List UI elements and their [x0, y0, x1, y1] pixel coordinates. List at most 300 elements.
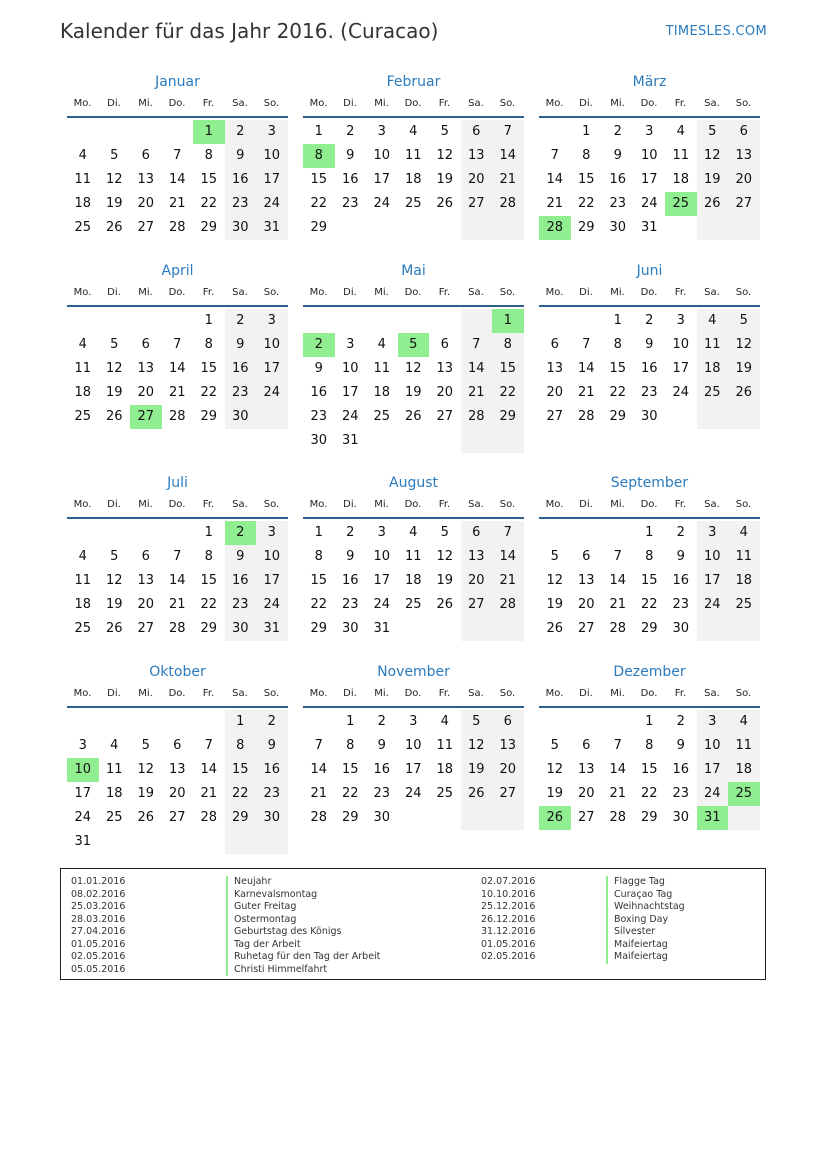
day-cell: 14 — [310, 762, 328, 777]
day-cell: 15 — [200, 172, 218, 187]
day-cell: 14 — [609, 573, 627, 588]
weekday-header: Fr. — [202, 688, 215, 699]
day-cell: 7 — [582, 337, 591, 352]
day-cell: 6 — [461, 521, 493, 545]
brand-logo-text[interactable]: TIMESLES.COM — [665, 24, 767, 39]
day-cell: 2 — [645, 313, 654, 328]
day-cell: 13 — [728, 144, 760, 168]
day-cell: 24 — [74, 810, 92, 825]
day-cell: 2 — [225, 309, 257, 333]
holiday-day-cell: 25 — [665, 192, 697, 216]
weekday-header: So. — [499, 287, 516, 298]
day-cell: 21 — [200, 786, 218, 801]
day-cell: 29 — [577, 220, 595, 235]
weekday-header: Sa. — [468, 98, 484, 109]
day-cell: 19 — [436, 172, 454, 187]
day-cell: 25 — [74, 220, 92, 235]
day-cell: 3 — [409, 714, 418, 729]
day-cell: 4 — [110, 738, 119, 753]
weekend-cell — [461, 216, 493, 240]
day-cell: 30 — [225, 617, 257, 641]
weekday-header: Di. — [579, 287, 593, 298]
day-cell: 12 — [105, 172, 123, 187]
weekday-header: Mo. — [309, 499, 328, 510]
day-cell: 31 — [74, 834, 92, 849]
day-cell: 9 — [314, 361, 323, 376]
day-cell: 27 — [492, 782, 524, 806]
legend-date: 02.05.2016 — [481, 951, 536, 962]
month-name: September — [610, 475, 689, 491]
day-cell: 28 — [168, 409, 186, 424]
weekend-cell — [461, 806, 493, 830]
day-cell: 13 — [546, 361, 564, 376]
day-cell: 19 — [105, 385, 123, 400]
weekend-cell — [697, 405, 729, 429]
day-cell: 18 — [697, 357, 729, 381]
legend-date: 02.07.2016 — [481, 876, 536, 887]
day-cell: 3 — [256, 309, 288, 333]
month-underline — [67, 116, 288, 118]
day-cell: 21 — [492, 569, 524, 593]
weekday-header: Fr. — [438, 499, 451, 510]
month-underline — [539, 706, 760, 708]
holiday-day-cell: 2 — [303, 333, 335, 357]
legend-date: 01.01.2016 — [71, 876, 126, 887]
legend-holiday-name: Curaçao Tag — [606, 889, 685, 902]
weekday-header: So. — [263, 688, 280, 699]
day-cell: 12 — [546, 762, 564, 777]
day-cell: 14 — [200, 762, 218, 777]
day-cell: 9 — [346, 148, 355, 163]
weekday-header: So. — [735, 688, 752, 699]
weekday-header: Fr. — [674, 287, 687, 298]
day-cell: 19 — [461, 758, 493, 782]
day-cell: 13 — [137, 172, 155, 187]
legend-right-dates — [481, 876, 535, 964]
day-cell: 28 — [492, 593, 524, 617]
day-cell: 5 — [440, 525, 449, 540]
day-cell: 25 — [373, 409, 391, 424]
day-cell: 25 — [697, 381, 729, 405]
day-cell: 26 — [546, 621, 564, 636]
day-cell: 13 — [577, 573, 595, 588]
day-cell: 29 — [640, 621, 658, 636]
legend-left-names — [226, 876, 380, 976]
legend-holiday-name: Flagge Tag — [606, 876, 685, 889]
day-cell: 11 — [105, 762, 123, 777]
weekday-header: Fr. — [202, 98, 215, 109]
day-cell: 5 — [110, 148, 119, 163]
day-cell: 22 — [225, 782, 257, 806]
day-cell: 29 — [640, 810, 658, 825]
day-cell: 26 — [436, 597, 454, 612]
day-cell: 16 — [225, 357, 257, 381]
day-cell: 20 — [728, 168, 760, 192]
weekday-header: Do. — [404, 287, 422, 298]
weekday-header: Mo. — [73, 287, 92, 298]
day-cell: 24 — [640, 196, 658, 211]
day-cell: 21 — [609, 597, 627, 612]
day-cell: 16 — [609, 172, 627, 187]
weekday-header: So. — [499, 98, 516, 109]
day-cell: 9 — [676, 549, 685, 564]
day-cell: 30 — [225, 405, 257, 429]
day-cell: 1 — [613, 313, 622, 328]
day-cell: 30 — [256, 806, 288, 830]
day-cell: 20 — [546, 385, 564, 400]
day-cell: 17 — [640, 172, 658, 187]
weekend-cell — [728, 617, 760, 641]
weekday-header: Di. — [107, 499, 121, 510]
day-cell: 7 — [314, 738, 323, 753]
day-cell: 14 — [461, 357, 493, 381]
day-cell: 10 — [672, 337, 690, 352]
weekday-header: Sa. — [232, 688, 248, 699]
weekday-header: Fr. — [202, 499, 215, 510]
day-cell: 4 — [440, 714, 449, 729]
day-cell: 10 — [256, 545, 288, 569]
weekday-header: So. — [735, 98, 752, 109]
weekday-header: Mi. — [610, 287, 625, 298]
day-cell: 27 — [577, 810, 595, 825]
day-cell: 12 — [461, 734, 493, 758]
weekday-header: Mi. — [610, 98, 625, 109]
day-cell: 21 — [310, 786, 328, 801]
day-cell: 5 — [697, 120, 729, 144]
day-cell: 3 — [676, 313, 685, 328]
day-cell: 18 — [404, 573, 422, 588]
weekend-cell — [461, 617, 493, 641]
day-cell: 14 — [546, 172, 564, 187]
legend-date: 26.12.2016 — [481, 913, 536, 925]
weekday-header: Mi. — [374, 499, 389, 510]
day-cell: 22 — [200, 385, 218, 400]
day-cell: 29 — [310, 220, 328, 235]
day-cell: 27 — [461, 593, 493, 617]
day-cell: 11 — [373, 361, 391, 376]
day-cell: 11 — [74, 361, 92, 376]
month-name: Mai — [401, 263, 426, 279]
day-cell: 15 — [577, 172, 595, 187]
day-cell: 12 — [436, 148, 454, 163]
weekday-header: Do. — [404, 688, 422, 699]
day-cell: 18 — [728, 569, 760, 593]
month-underline — [303, 706, 524, 708]
day-cell: 24 — [256, 192, 288, 216]
legend-holiday-name: Karnevalsmontag — [226, 889, 380, 902]
day-cell: 22 — [310, 597, 328, 612]
holiday-day-cell: 28 — [539, 216, 571, 240]
day-cell: 13 — [137, 361, 155, 376]
day-cell: 11 — [404, 148, 422, 163]
holiday-day-cell: 26 — [539, 806, 571, 830]
day-cell: 11 — [436, 738, 454, 753]
month-underline — [539, 517, 760, 519]
day-cell: 20 — [461, 168, 493, 192]
day-cell: 18 — [74, 385, 92, 400]
day-cell: 27 — [546, 409, 564, 424]
weekday-header: Mi. — [610, 499, 625, 510]
day-cell: 31 — [256, 216, 288, 240]
day-cell: 29 — [200, 220, 218, 235]
day-cell: 28 — [492, 192, 524, 216]
day-cell: 19 — [436, 573, 454, 588]
weekend-cell — [492, 429, 524, 453]
day-cell: 5 — [110, 337, 119, 352]
day-cell: 9 — [377, 738, 386, 753]
weekday-header: Di. — [343, 287, 357, 298]
day-cell: 19 — [697, 168, 729, 192]
legend-right-names — [606, 876, 685, 964]
day-cell: 16 — [225, 569, 257, 593]
day-cell: 12 — [436, 549, 454, 564]
day-cell: 10 — [373, 148, 391, 163]
day-cell: 5 — [550, 738, 559, 753]
day-cell: 29 — [492, 405, 524, 429]
day-cell: 30 — [225, 216, 257, 240]
day-cell: 13 — [168, 762, 186, 777]
day-cell: 23 — [225, 192, 257, 216]
weekend-cell — [256, 405, 288, 429]
month-name: Dezember — [613, 664, 686, 680]
weekday-header: So. — [499, 688, 516, 699]
day-cell: 6 — [461, 120, 493, 144]
legend-date: 05.05.2016 — [71, 963, 126, 975]
day-cell: 23 — [609, 196, 627, 211]
day-cell: 17 — [373, 172, 391, 187]
day-cell: 3 — [645, 124, 654, 139]
day-cell: 16 — [341, 172, 359, 187]
day-cell: 22 — [200, 597, 218, 612]
weekend-cell — [492, 216, 524, 240]
day-cell: 10 — [697, 545, 729, 569]
day-cell: 6 — [582, 549, 591, 564]
weekday-header: Mo. — [73, 98, 92, 109]
day-cell: 14 — [492, 144, 524, 168]
day-cell: 27 — [436, 409, 454, 424]
day-cell: 17 — [256, 168, 288, 192]
day-cell: 7 — [173, 549, 182, 564]
legend-left-dates — [71, 876, 125, 976]
day-cell: 16 — [373, 762, 391, 777]
day-cell: 17 — [373, 573, 391, 588]
weekday-header: Do. — [168, 688, 186, 699]
weekday-header: Di. — [343, 688, 357, 699]
day-cell: 9 — [613, 148, 622, 163]
weekday-header: Mi. — [374, 287, 389, 298]
day-cell: 26 — [461, 782, 493, 806]
month-underline — [303, 305, 524, 307]
weekday-header: Di. — [107, 287, 121, 298]
month-underline — [67, 706, 288, 708]
day-cell: 8 — [613, 337, 622, 352]
day-cell: 6 — [728, 120, 760, 144]
day-cell: 4 — [377, 337, 386, 352]
day-cell: 24 — [373, 196, 391, 211]
month-name: Oktober — [149, 664, 206, 680]
day-cell: 5 — [728, 309, 760, 333]
month-name: Juni — [636, 263, 663, 279]
day-cell: 16 — [341, 573, 359, 588]
weekday-header: Mo. — [309, 287, 328, 298]
weekday-header: Sa. — [232, 98, 248, 109]
weekday-header: Do. — [168, 287, 186, 298]
day-cell: 27 — [137, 621, 155, 636]
weekday-header: Di. — [579, 688, 593, 699]
legend-holiday-name: Neujahr — [226, 876, 380, 889]
weekday-header: Sa. — [468, 688, 484, 699]
day-cell: 17 — [74, 786, 92, 801]
day-cell: 8 — [492, 333, 524, 357]
month-underline — [67, 517, 288, 519]
weekday-header: Mi. — [138, 499, 153, 510]
day-cell: 28 — [461, 405, 493, 429]
weekday-header: Do. — [640, 98, 658, 109]
day-cell: 22 — [640, 597, 658, 612]
day-cell: 7 — [613, 738, 622, 753]
day-cell: 16 — [672, 762, 690, 777]
month-name: Februar — [386, 74, 441, 90]
day-cell: 17 — [404, 762, 422, 777]
day-cell: 12 — [404, 361, 422, 376]
day-cell: 23 — [373, 786, 391, 801]
day-cell: 13 — [577, 762, 595, 777]
day-cell: 2 — [346, 124, 355, 139]
weekday-header: So. — [735, 499, 752, 510]
day-cell: 1 — [582, 124, 591, 139]
day-cell: 5 — [461, 710, 493, 734]
day-cell: 27 — [168, 810, 186, 825]
day-cell: 2 — [676, 714, 685, 729]
day-cell: 6 — [173, 738, 182, 753]
weekday-header: Sa. — [704, 499, 720, 510]
weekday-header: Mo. — [73, 499, 92, 510]
weekday-header: Sa. — [232, 287, 248, 298]
month-name: Januar — [155, 74, 200, 90]
weekday-header: Mo. — [309, 688, 328, 699]
day-cell: 31 — [341, 433, 359, 448]
legend-date: 10.10.2016 — [481, 888, 536, 900]
legend-date: 01.05.2016 — [481, 938, 536, 950]
day-cell: 12 — [546, 573, 564, 588]
day-cell: 14 — [492, 545, 524, 569]
day-cell: 18 — [74, 597, 92, 612]
day-cell: 24 — [341, 409, 359, 424]
day-cell: 16 — [256, 758, 288, 782]
day-cell: 16 — [672, 573, 690, 588]
day-cell: 26 — [404, 409, 422, 424]
weekday-header: Di. — [107, 688, 121, 699]
day-cell: 18 — [404, 172, 422, 187]
day-cell: 2 — [256, 710, 288, 734]
day-cell: 22 — [341, 786, 359, 801]
day-cell: 8 — [645, 549, 654, 564]
day-cell: 15 — [640, 573, 658, 588]
day-cell: 29 — [310, 621, 328, 636]
day-cell: 6 — [492, 710, 524, 734]
weekday-header: Sa. — [468, 499, 484, 510]
legend-holiday-name: Christi Himmelfahrt — [226, 964, 380, 977]
holiday-day-cell: 27 — [130, 405, 162, 429]
day-cell: 16 — [225, 168, 257, 192]
day-cell: 2 — [676, 525, 685, 540]
weekday-header: Mi. — [138, 287, 153, 298]
day-cell: 18 — [373, 385, 391, 400]
weekday-header: Fr. — [438, 98, 451, 109]
day-cell: 7 — [204, 738, 213, 753]
weekday-header: Mi. — [374, 98, 389, 109]
day-cell: 28 — [609, 621, 627, 636]
weekday-header: Mo. — [545, 688, 564, 699]
weekday-header: Fr. — [438, 287, 451, 298]
weekday-header: Sa. — [468, 287, 484, 298]
day-cell: 20 — [137, 597, 155, 612]
day-cell: 21 — [168, 385, 186, 400]
weekday-header: Mi. — [138, 98, 153, 109]
month-underline — [539, 116, 760, 118]
holiday-legend — [60, 868, 766, 980]
day-cell: 25 — [74, 409, 92, 424]
legend-holiday-name: Tag der Arbeit — [226, 939, 380, 952]
day-cell: 15 — [225, 758, 257, 782]
day-cell: 3 — [697, 710, 729, 734]
day-cell: 23 — [310, 409, 328, 424]
day-cell: 23 — [225, 593, 257, 617]
day-cell: 14 — [577, 361, 595, 376]
weekday-header: So. — [263, 98, 280, 109]
day-cell: 22 — [609, 385, 627, 400]
day-cell: 27 — [461, 192, 493, 216]
day-cell: 13 — [492, 734, 524, 758]
day-cell: 29 — [200, 621, 218, 636]
day-cell: 3 — [697, 521, 729, 545]
weekday-header: Sa. — [704, 287, 720, 298]
day-cell: 17 — [256, 357, 288, 381]
day-cell: 10 — [697, 734, 729, 758]
day-cell: 10 — [404, 738, 422, 753]
legend-holiday-name: Silvester — [606, 926, 685, 939]
day-cell: 10 — [341, 361, 359, 376]
day-cell: 28 — [577, 409, 595, 424]
day-cell: 22 — [640, 786, 658, 801]
weekday-header: Di. — [107, 98, 121, 109]
day-cell: 29 — [225, 806, 257, 830]
day-cell: 7 — [492, 120, 524, 144]
day-cell: 7 — [173, 337, 182, 352]
day-cell: 23 — [341, 597, 359, 612]
day-cell: 20 — [137, 196, 155, 211]
day-cell: 17 — [697, 758, 729, 782]
day-cell: 28 — [168, 621, 186, 636]
day-cell: 22 — [200, 196, 218, 211]
day-cell: 13 — [436, 361, 454, 376]
day-cell: 3 — [377, 525, 386, 540]
day-cell: 18 — [436, 762, 454, 777]
day-cell: 11 — [697, 333, 729, 357]
weekday-header: Mo. — [545, 287, 564, 298]
day-cell: 29 — [200, 409, 218, 424]
day-cell: 1 — [204, 525, 213, 540]
holiday-day-cell: 25 — [728, 782, 760, 806]
weekend-cell — [225, 830, 257, 854]
day-cell: 8 — [314, 549, 323, 564]
day-cell: 6 — [550, 337, 559, 352]
day-cell: 12 — [105, 361, 123, 376]
day-cell: 2 — [225, 120, 257, 144]
day-cell: 5 — [550, 549, 559, 564]
day-cell: 12 — [728, 333, 760, 357]
day-cell: 7 — [461, 333, 493, 357]
